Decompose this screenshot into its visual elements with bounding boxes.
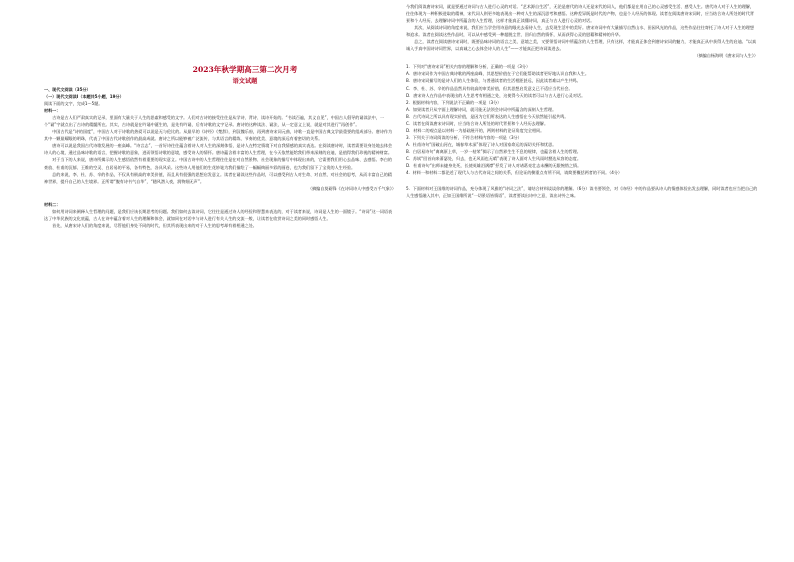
material-2-paragraph: 如何用诗词来阐释人生哲理的问题，是我们应该长期思考的问题。我们如何去读诗词，它往往是通过诗人的经验和智慧来表达的，对于读者来说，诗词是人生的一面镜子。“诗词”这一词语表达了中华民族的文化底蕴，古人在诗中蕴含着对人生的理解和体会，就如同在对话中与诗人进行有关人生的交流一般，让读者在欣赏诗词之美的同时感悟人生。 [44,208,393,221]
question-1-stem: 1．下列对“唐诗宋词”相关内容的理解和分析，正确的一项是（3分） [406,64,531,70]
question-1-option: A．唐诗宋词作为中国古典诗歌的两座高峰，其思想价值在于它们能帮助读者更好地认识自我和人生。 [406,71,589,77]
material-2-paragraph: 其次，从阅读诗词的角度来说，我们应当学会用诗意的眼光去看待人生，去发现生活中的美好。唐宋诗词中有大量描写自然山水、田园风光的作品，这些作品往往寄托了诗人对于人生的理想和追求。读者在阅读这些作品时，可以从中感受到一种超脱尘世、回归自然的情怀，从而获得心灵的慰藉和精神的升华。 [406,25,754,38]
question-3-option: C．苏轼“回首向来萧瑟处，归去，也无风雨也无晴”表现了诗人面对人生风雨时豁达从容的态度。 [406,155,581,161]
material-2-paragraph: 首先，从唐宋诗人们的角度来说，尽管他们身处不同的时代，但其所表现出来的对于人生的思考却有着相通之处。 [44,222,257,228]
question-2-option: C．读者在阅读唐宋诗词时，应当结合诗人所处的时代背景和个人经历去理解。 [406,120,549,126]
material-2-paragraph: 今我们阅读唐诗宋词，就是要通过诗词与古人进行心灵的对话。“艺术源自生活”，无论是唐代的诗人还是宋代的词人，他们都是在用自己的心灵感受生活、感受人生。唐代诗人对于人生的理解，往往体现为一种积极进取的精神，宋代词人则更多地表现出一种对人生的深沉思考和感悟。这种差异既是时代的产物，也是个人经历的体现。读者在阅读唐诗宋词时，应当结合诗人所处的时代背景和个人经历，去理解诗词中所蕴含的人生哲理，这样才能真正读懂诗词，真正与古人进行心灵的对话。 [406,4,755,24]
instruction-text: 阅读下面的文字，完成1～5题。 [44,101,103,107]
question-1-option: B．唐诗宋词描写的是诗人们的人生体验，与普通读者的生活相距甚远，因此读者难以产生共鸣。 [406,78,581,84]
material-1-label: 材料一： [44,108,61,114]
exam-title: 2023年秋学期高三第二次月考 [192,65,298,74]
question-4-stem: 4．材料一和材料二都论述了现代人与古代诗词之间的关系，但论证的侧重点有所不同，请简要概括两者的不同。（4分） [406,170,623,176]
material-1-paragraph: 中国古代是“诗的国度”，中国古人对于诗歌的热爱可以说是无与伦比的。从最早的《诗经》《楚辞》，到汉魏乐府，再到唐诗宋词元曲，诗歌一直是中国古典文学最重要的组成部分。唐诗作为其中一颗最耀眼的明珠，代表了中国古代诗歌创作的最高成就。唐诗之所以能够被广泛流传，与其语言的精练、节奏的优美、意境的深远有着密切的关系。 [44,129,393,142]
question-2-option: B．古代诗词之所以具有现实价值，是因为它们所表达的人生感悟在今天依然能引起共鸣。 [406,113,569,119]
material-1-paragraph: 对于当下的人来说，唐诗所揭示的人生感悟依然有着重要的现实意义。中国古诗中的人生哲理往往是在对自然景物、社会现象的描写中体现出来的，它需要我们用心去品味、去感悟。李白的豪放、杜甫的沉郁、王维的空灵、白居易的平易，各有特色，各具风采。这些诗人用他们的生花妙笔为我们描绘了一幅幅绚丽多彩的画卷，也为我们留下了宝贵的人生经验。 [44,157,392,170]
material-2-label: 材料二： [44,201,61,207]
material-1-paragraph: 总的来说，李、杜、苏、辛的作品，不仅具有极高的审美价值，而且具有很强的思想启发意义。读者在诵读这些作品时，可以感受到古人对生命、对自然、对社会的思考，从而丰富自己的精神世界，提升自己的人生境界。正所谓“腹有诗书气自华”，“随风潜入夜，润物细无声”。 [44,171,392,184]
material-1-citation: （摘编自莫砺锋《在诗词诗人中感受万千气象》） [307,185,396,191]
material-1-paragraph: 古诗是古人们严肃真实的记录，里面有大量关于人生的思索和感受的文字。人们对古诗的接受往往是从学诗、背诗、读诗开始的。“书读百遍，其义自见”，中国古人倡导的诵读法中，一个“诵”字就点出了古诗的精髓所在。其实，古诗就是在吟诵中诞生的，是先有吟诵，后有诗歌的文字记录。唐诗的这种读法、诵法，从一定意义上说，就是对其进行“再创作”。 [44,115,384,128]
question-5-stem: 5．下面材料对王国维的诗词作品，充分体现了风雅的“诗词之法”，请结合材料谈谈你的理解。（6分）读书要领会，对《诗经》中的作品要从诗人的情感体验出发去理解，同时读者也应当把自己的人生感悟融入其中，正如王国维所说“一切景语皆情语”，读者要读出诗中之意，读出诗外之味。 [406,186,758,199]
question-3-stem: 3．下列关于诗词阅读的分析，不符合材料内容的一项是（3分） [406,134,522,140]
question-1-option: D．唐宋诗人在作品中表现出的人生思考有相通之处，这使得今天的读者可以与古人进行心灵对话。 [406,92,586,98]
left-column [44,86,396,562]
question-3-option: D．杜甫诗句“出师未捷身先死，长使英雄泪满襟”抒发了诗人对诸葛亮壮志未酬的无限惋惜之情。 [406,163,582,169]
question-2-option: A．如果读者只从字面上理解诗词，就可能无法领会诗词中所蕴含的深刻人生哲理。 [406,106,557,112]
question-2-option: D．材料二的观点是以材料一为基础展开的，两则材料的论证角度完全相同。 [406,127,545,133]
exam-subject: 语文试题 [232,78,258,85]
section-heading: 一、现代文阅读（35分） [44,87,91,92]
material-2-citation: （摘编自杨海明《唐宋词与人生》） [694,53,758,59]
question-1-option: C．李、杜、苏、辛的作品虽然具有较高的审美价值，但其思想启发意义已不适应当代社会。 [406,85,573,91]
material-2-paragraph: 总之，读者在阅读唐诗宋词时，既要品味诗词的语言之美、意境之美，又要领悟诗词中所蕴含的人生哲理，只有这样，才能真正体会到唐诗宋词的魅力，才能真正从中获得人生的启迪。“以真诚入手真中国诗诗词世界，以真诚之心去体会诗人的人生”——才能真正把诗词读进去。 [406,39,757,52]
subsection-heading: （一）现代文阅读Ⅰ（本题共5小题，19分） [44,94,124,100]
question-2-stem: 2．根据材料内容，下列说法不正确的一项是（3分） [406,99,502,105]
question-3-option: A．杜甫诗句“国破山河在，城春草木深”体现了诗人对国家命运的深切关怀和忧思。 [406,141,557,147]
right-column [406,3,758,562]
question-3-option: B．白居易诗句“离离原上草，一岁一枯荣”揭示了自然界生生不息的规律，也蕴含着人生的哲理。 [406,148,581,154]
material-1-paragraph: 唐诗可以说是我国古代诗歌发展的一座高峰。“诗言志”，一首好诗往往蕴含着诗人对人生的深刻体悟，是诗人在特定情境下对自我情感的真实表达。在阅读唐诗时，读者需要设身处地去体会诗人的心境，通过品味诗歌的语言，把握诗歌的意象，进而领悟诗歌的意境，感受诗人的情怀。唐诗蕴含着丰富的人生哲理，在今天依然能给我们带来深刻的启迪，是值得我们珍视的精神财富。 [44,143,393,156]
